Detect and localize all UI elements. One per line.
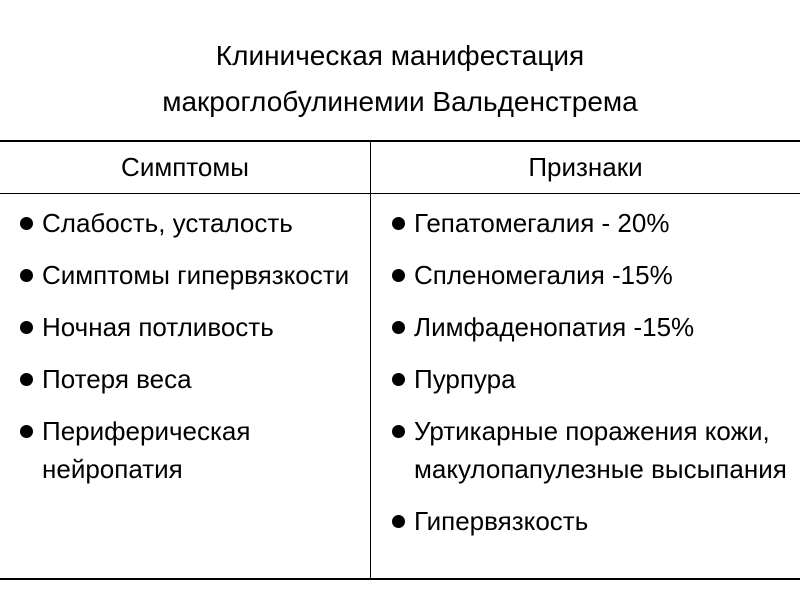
bullet-icon <box>20 269 33 282</box>
list-item <box>392 308 792 346</box>
list-item <box>392 360 792 398</box>
list-item <box>392 256 792 294</box>
sign-text: Пурпура <box>414 364 516 394</box>
bullet-icon <box>392 321 405 334</box>
symptom-text: Симптомы гипервязкости <box>42 260 350 290</box>
list-item <box>20 360 365 398</box>
list-item <box>392 412 792 488</box>
symptom-text: Ночная потливость <box>42 312 274 342</box>
bullet-icon <box>392 425 405 438</box>
sign-text: Гипервязкость <box>414 506 589 536</box>
sign-text: Лимфаденопатия -15% <box>414 312 695 342</box>
title-line-2: макроглобулинемии Вальденстрема <box>162 86 638 117</box>
sign-text: Гепатомегалия - 20% <box>414 208 670 238</box>
bullet-icon <box>20 425 33 438</box>
signs-list <box>392 204 792 554</box>
symptom-text: Слабость, усталость <box>42 208 293 238</box>
symptom-text: Периферическая нейропатия <box>42 416 251 484</box>
bullet-icon <box>20 217 33 230</box>
bullet-icon <box>392 217 405 230</box>
symptom-text: Потеря веса <box>42 364 192 394</box>
header-signs: Признаки <box>528 152 643 182</box>
list-item <box>392 502 792 540</box>
bullet-icon <box>392 373 405 386</box>
list-item <box>392 204 792 242</box>
list-item <box>20 204 365 242</box>
bullet-icon <box>20 373 33 386</box>
symptoms-signs-table <box>0 140 800 580</box>
table-header-row <box>0 142 800 194</box>
list-item <box>20 412 365 488</box>
title-line-1: Клиническая манифестация <box>215 40 585 71</box>
header-symptoms: Симптомы <box>121 152 249 182</box>
bullet-icon <box>392 269 405 282</box>
slide-title <box>0 33 800 125</box>
bullet-icon <box>392 515 405 528</box>
sign-text: Уртикарные поражения кожи, макулопапулезные высыпания <box>414 416 787 484</box>
list-item <box>20 256 365 294</box>
list-item <box>20 308 365 346</box>
sign-text: Спленомегалия -15% <box>414 260 673 290</box>
column-divider <box>370 142 371 578</box>
bullet-icon <box>20 321 33 334</box>
symptoms-list <box>20 204 365 502</box>
